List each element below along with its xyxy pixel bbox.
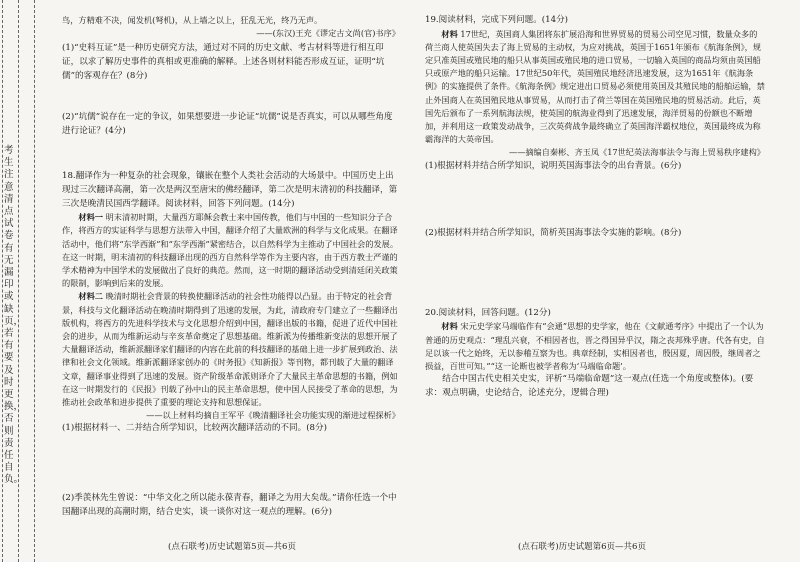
material-20-label: 材料 xyxy=(441,321,458,332)
question-18-head: 18.翻译作为一种复杂的社会现象，镶嵌在整个人类社会活动的大场景中。中国历史上出现过三次翻译高潮，第一次是两汉至唐宋的佛经翻译，第二次是明末清初的科技翻译，第三次是晚清民国西学翻译。阅读材料，回答下列问题。(14分) xyxy=(62,171,398,209)
material-source: ——以上材料均摘自王军平《晚清翻译社会功能实现的渐进过程探析》 xyxy=(146,410,400,421)
material-20-text: 宋元史学家马端临作有“会通”思想的史学家，他在《文献通考序》中提出了一个认为普通的历史观点：“理乱兴衰，不相因者也，晋之得国异乎汉，隋之丧邦殊乎唐。代各有史，自足以该一代之始终，无以参稽互察为也。典章经制，实相因者也，殷因夏，周因殷，继周者之损益，百世可知。”“这一论断也被学者称为‘马端临命题’。 xyxy=(425,321,765,372)
question-20-task: 结合中国古代史相关史实，评析“马端临命题”这一观点(任选一个角度或整体)。(要求：观点明确，史论结合，论述充分，逻辑合理) xyxy=(425,374,754,398)
page-footer-right: (点石联考)历史试题第6页—共6页 xyxy=(518,542,646,552)
cut-line xyxy=(34,0,35,562)
material-1-label: 材料一 xyxy=(78,212,103,223)
page-footer-left: (点石联考)历史试题第5页—共6页 xyxy=(168,542,296,552)
material-19-source: ——摘编自秦彬、齐玉凤《17世纪英法海事法令与海上贸易秩序建构》 xyxy=(508,147,765,158)
material-2-text: 晚清时期社会背景的转换使翻译活动的社会性功能得以凸显。由于特定的社会背景，科技与文化翻译活动在晚清时期得到了迅速的发展，为此，清政府专门建立了一些翻译出版机构，将西方的先进科学技术与文化思想介绍到中国，翻译出版的书籍，促进了近代中国社会的进步，从而为维新运动与辛亥革命奠定了思想基础。维新派为传播维新变法的思想开展了大量翻译活动，维新派翻译家们翻译的内容在此前的科技翻译的基础上进一步扩展到政治、法律和社会文化领域。维新派翻译家创办的《时务报》《知新报》等刊物，都刊载了大量的翻译文章，翻译事业得到了迅速的发展。资产阶级革命派则译介了大量民主革命思想的书籍，例如在这一时期发行的《民报》刊载了孙中山的民主革命思想，使中国人民接受了革命的思想，为推动社会政革和进步提供了重要的理论支持和思想保证。 xyxy=(62,291,398,407)
question-19-head: 19.阅读材料，完成下列问题。(14分) xyxy=(425,15,569,25)
question-20-head: 20.阅读材料，回答问题。(12分) xyxy=(425,307,551,318)
material-19-text: 17世纪，英国商人集团将东扩展沿海和世界贸易的贸易公司空见习惯，数量众多的荷兰商人使英国失去了海上贸易的主动权，为应对挑战，英国于1651年颁布《航海条例》，规定只准英国或殖民地的船只从事英国或殖民地的进口贸易，一切输入英国的商品均须由英国船只或原产地的船只运输。17世纪50年代，英国殖民地经济迅速发展，这为1651年《航海条例》的实施提供了条件。《航海条例》规定进出口贸易必须使用英国及其殖民地的船舶运输，禁止外国商人在英国殖民地从事贸易，从而打击了荷兰等国在英国殖民地的贸易活动。此后，英国先后颁布了一系列航海法规，使英国的航海业得到了迅速发展，海洋贸易的份额也不断增加，并利用这一政策发动战争，三次英荷战争最终确立了英国海洋霸权地位，英国最终成为称霸海洋的大英帝国。 xyxy=(425,28,765,145)
cut-line xyxy=(2,0,3,562)
material-1-text: 明末清初时期，大量西方耶稣会教士来中国传教，他们与中国的一些知识分子合作，将西方的实证科学与思想方法带入中国，翻译介绍了大量欧洲的科学与文化成果。在翻译活动中，他们将“东学西渐”和“东学西渐”紧密结合，以自然科学为主推动了中国社会的发展。在这一时期，明末清初的科技翻译出现的西方自然科学等作为主要内容，由于西方教士严谨的学术精神为中国学术的发展做出了良好的典范。然而，这一时期的翻译活动受到清廷闭关政策的限制，影响到后来的发展。 xyxy=(62,212,399,289)
material-19-label: 材料 xyxy=(441,28,458,39)
question-17-1: (1)“史料互证”是一种历史研究方法，通过对不同的历史文献、考古材料等进行相互印证，以求了解历史事件的真相或更准确的解释。上述各则材料能否形成互证，证明“坑儒”的客观存在？(8分) xyxy=(62,43,385,81)
question-18-2: (2)季羡林先生曾说：“中华文化之所以能永葆青春，翻译之为用大矣哉。”请你任选一个中国翻译出现的高潮时期，结合史实，谈一谈你对这一观点的理解。(6分) xyxy=(62,493,397,517)
right-column xyxy=(425,14,765,400)
binding-notice: 考生注意清点试卷有无漏印或缺页，若有要及时更换，否则责任自负。 xyxy=(4,145,24,486)
material-2-label: 材料二 xyxy=(78,291,103,302)
quote-source: ——(东汉)王充《谬定古文尚(官)书序》 xyxy=(256,28,400,39)
question-19-1: (1)根据材料并结合所学知识，说明英国海事法令的出台背景。(6分) xyxy=(425,160,682,171)
question-19-2: (2)根据材料并结合所学知识，简析英国海事法令实施的影响。(8分) xyxy=(425,228,682,239)
question-18-1: (1)根据材料一、二并结合所学知识，比较两次翻译活动的不同。(8分) xyxy=(62,423,327,434)
left-column xyxy=(62,14,400,519)
quote-text: 鸟，方精难不决，闻发机(弩机)，从上墙之以上，狂乱无光，终乃无声。 xyxy=(62,15,323,25)
binding-margin xyxy=(0,0,48,562)
question-17-2: (2)“坑儒”说存在一定的争议，如果想要进一步论证“坑儒”说是否真实，可以从哪些角度进行论证？(4分) xyxy=(62,112,393,136)
